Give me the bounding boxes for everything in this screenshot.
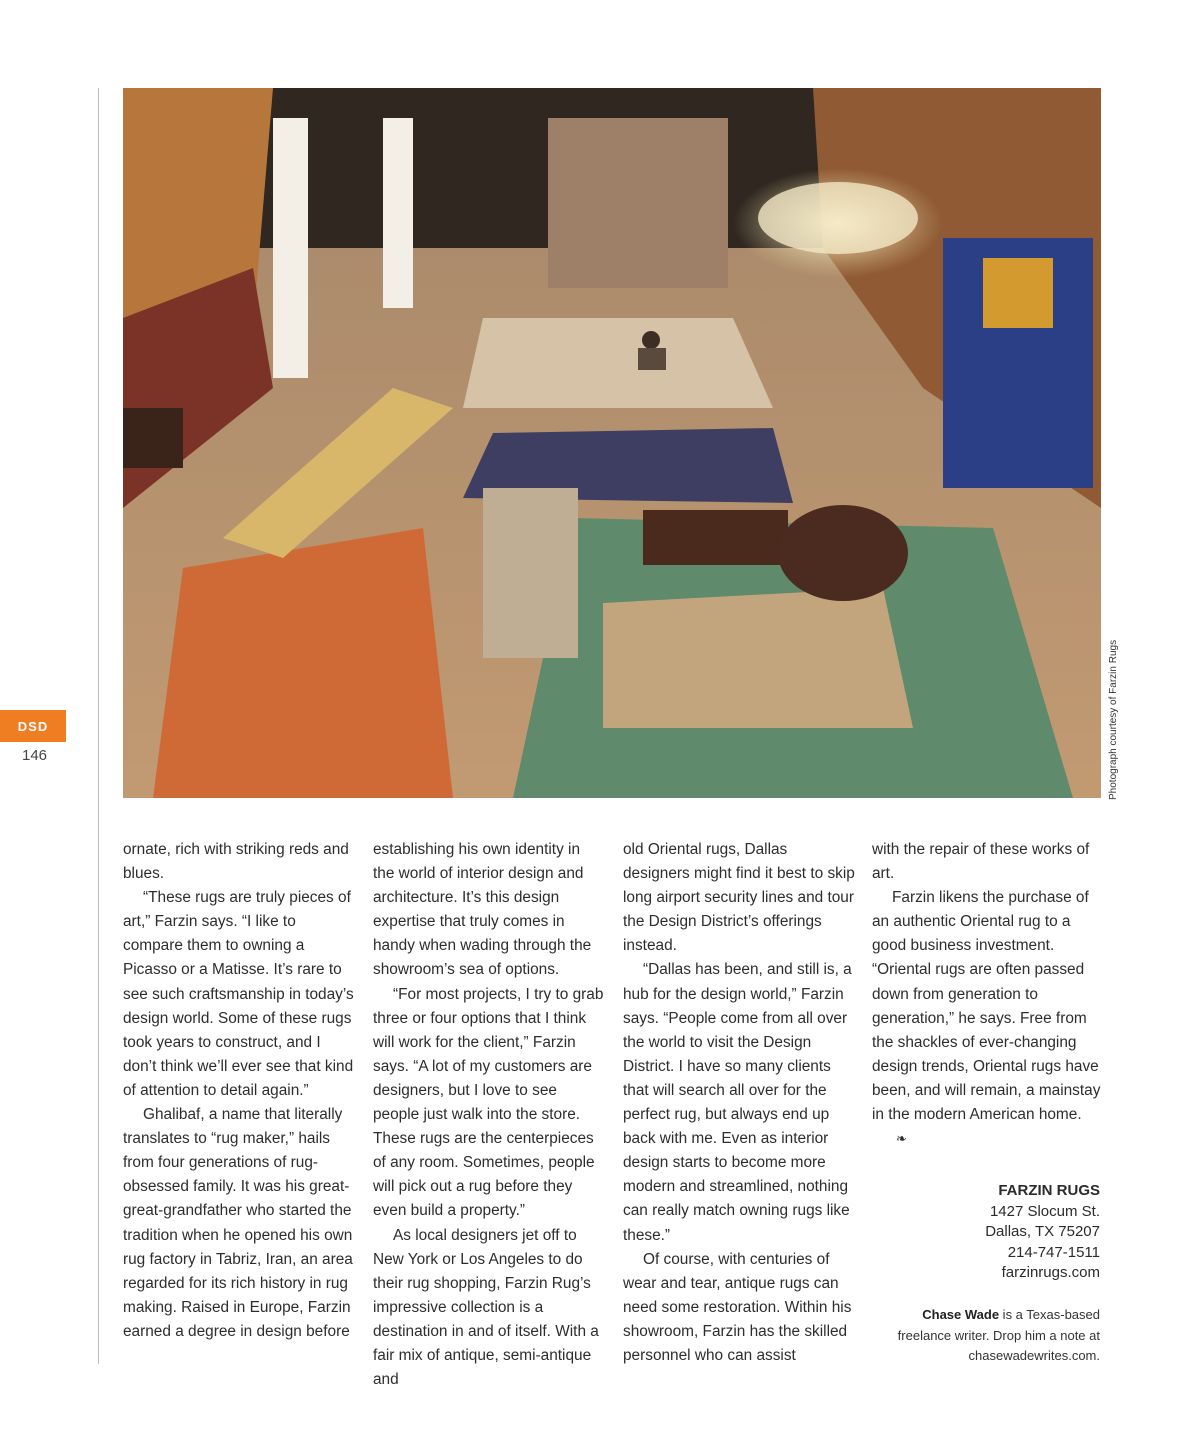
showroom-photo	[123, 88, 1101, 798]
paragraph: Ghalibaf, a name that literally translates to “rug maker,” hails from four generations of rug-obsessed family. It was his great-great-grandfather who started the tradition when he opened his own rug factory in Tabriz, Iran, an area regarded for its rich history in rug making. Raised in Europe, Farzin earned a degree in design before	[123, 1106, 353, 1340]
business-name: FARZIN RUGS	[998, 1182, 1100, 1199]
paragraph: old Oriental rugs, Dallas designers might find it best to skip long airport security lines and tour the Design District’s offerings instead.	[623, 841, 855, 955]
margin-rule	[98, 88, 99, 1364]
paragraph: “Dallas has been, and still is, a hub for the design world,” Farzin says. “People come from all over the world to visit the Design District. I have so many clients that will search all over for the perfect rug, but always end up back with me. Even as interior design starts to become more modern and streamlined, nothing can really match owning rugs like these.”	[623, 961, 852, 1244]
section-tab: DSD	[0, 710, 66, 742]
address-line-1: 1427 Slocum St.	[989, 1202, 1100, 1220]
bio-text: is a Texas-based	[999, 1307, 1100, 1322]
article-column-4	[872, 838, 1104, 1151]
author-bio	[872, 1305, 1100, 1367]
bio-text: freelance writer. Drop him a note at	[897, 1327, 1100, 1343]
end-mark-icon: ❧	[896, 1131, 907, 1147]
page-number: 146	[22, 747, 48, 764]
paragraph: Of course, with centuries of wear and tear, antique rugs can need some restoration. Within his showroom, Farzin has the skilled personnel who can assist	[623, 1250, 852, 1364]
address-line-2: Dallas, TX 75207	[985, 1223, 1100, 1240]
paragraph: with the repair of these works of art.	[872, 841, 1090, 883]
paragraph: establishing his own identity in the world of interior design and architecture. It’s this design expertise that truly comes in handy when wading through the showroom’s sea of options.	[373, 841, 592, 979]
photo-credit: Photograph courtesy of Farzin Rugs	[1108, 639, 1119, 800]
author-name: Chase Wade	[922, 1307, 1000, 1322]
article-column-1	[123, 838, 355, 1344]
phone: 214-747-1511	[1007, 1243, 1100, 1261]
paragraph: Farzin likens the purchase of an authentic Oriental rug to a good business investment. “Oriental rugs are often passed down from generation to generation,” he says. Free from the shackles of ever-changing design trends, Oriental rugs have been, and will remain, a mainstay in the modern American home.	[872, 889, 1101, 1124]
website-link[interactable]: farzinrugs.com	[1001, 1264, 1100, 1281]
paragraph: ornate, rich with striking reds and blues.	[123, 841, 349, 883]
business-info	[872, 1181, 1100, 1284]
article-column-3	[623, 838, 855, 1368]
paragraph: “These rugs are truly pieces of art,” Farzin says. “I like to compare them to owning a Picasso or a Matisse. It’s rare to see such craftsmanship in today’s design world. Some of these rugs took years to construct, and I don’t think we’ll ever see that kind of attention to detail again.”	[123, 889, 354, 1099]
author-website-link[interactable]: chasewadewrites.com.	[968, 1348, 1100, 1363]
paragraph: “For most projects, I try to grab three or four options that I think will work for the client,” Farzin says. “A lot of my customers are designers, but I love to see people just walk into the store. These rugs are the centerpieces of any room. Sometimes, people will pick out a rug before they even build a property.”	[373, 985, 604, 1220]
paragraph: As local designers jet off to New York or Los Angeles to do their rug shopping, Farzin Rug’s impressive collection is a destination in and of itself. With a fair mix of antique, semi-antique and	[373, 1226, 599, 1389]
article-column-2	[373, 838, 605, 1392]
